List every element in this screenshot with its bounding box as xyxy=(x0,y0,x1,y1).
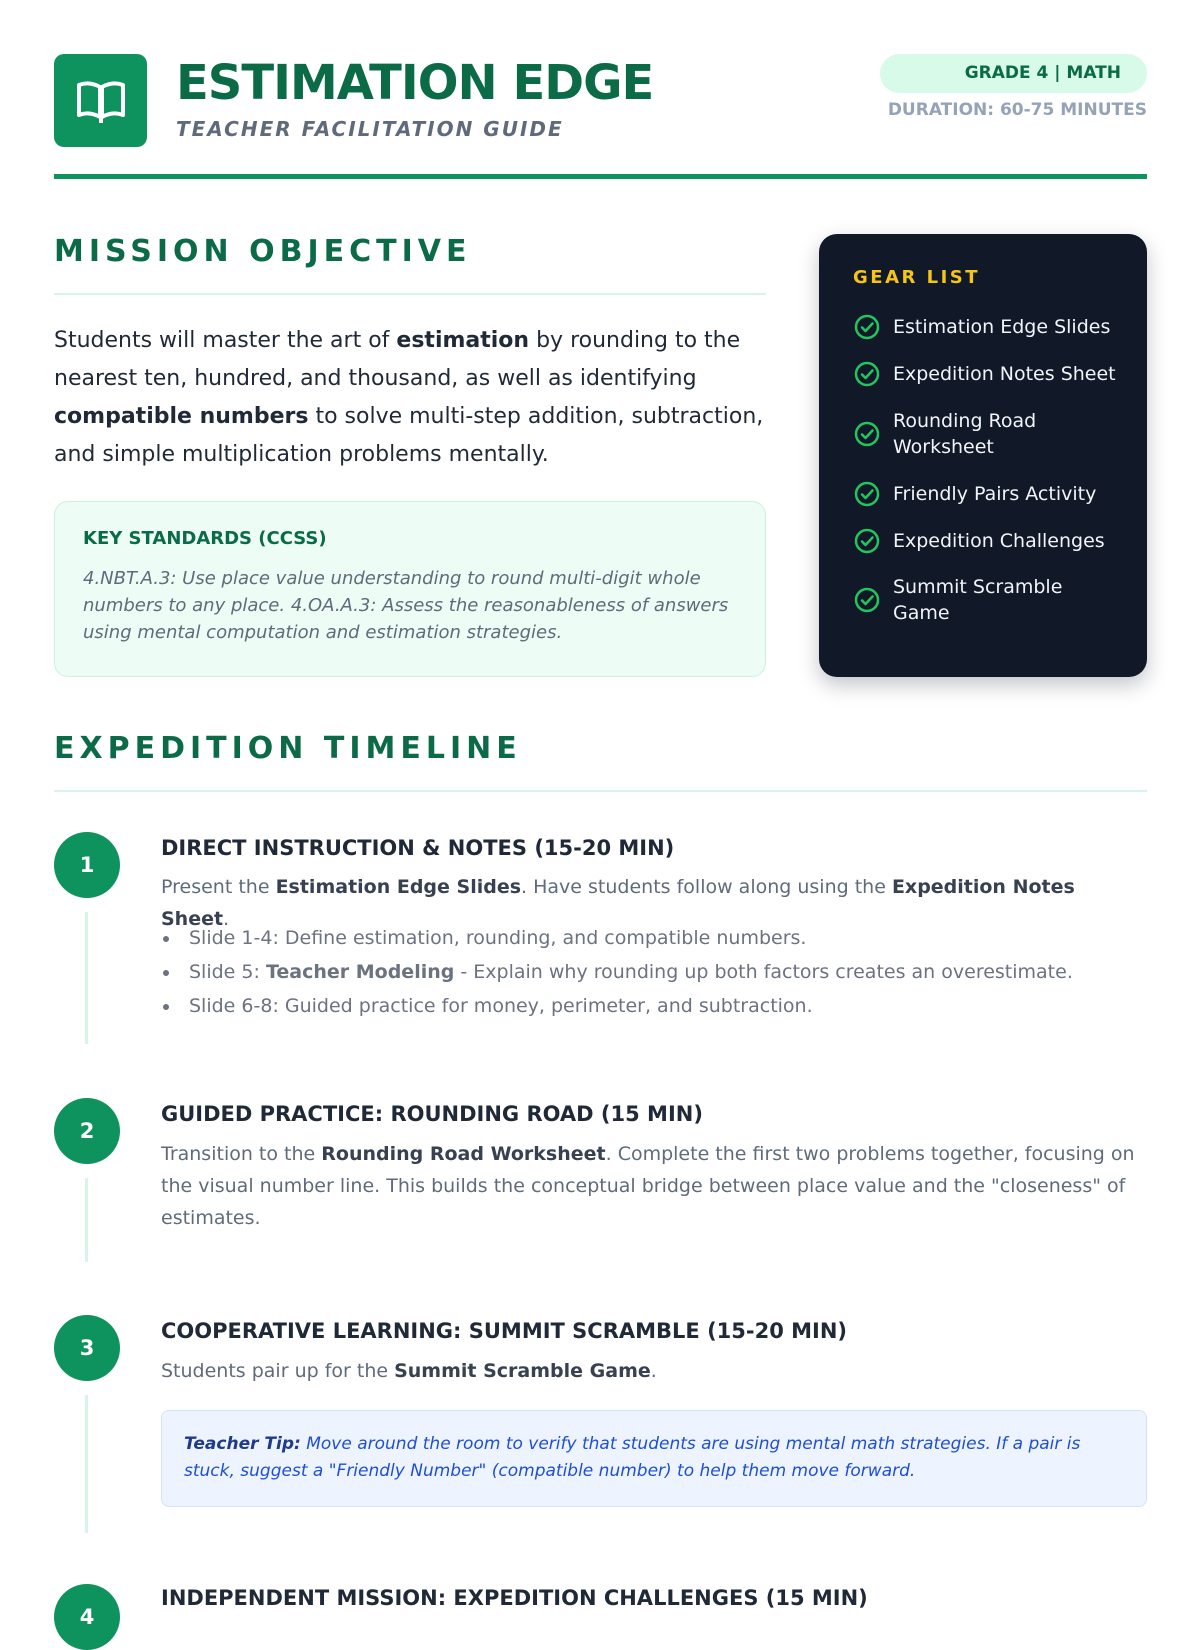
list-item xyxy=(161,921,1147,955)
gear-list-card xyxy=(819,234,1147,677)
check-circle-icon xyxy=(853,527,881,555)
step-title: INDEPENDENT MISSION: EXPEDITION CHALLENGES (15 MIN) xyxy=(161,1586,868,1610)
mission-objective-divider xyxy=(54,293,766,295)
duration-label: DURATION: 60-75 MINUTES xyxy=(887,100,1147,120)
list-item xyxy=(161,989,1147,1023)
key-standards-title: KEY STANDARDS (CCSS) xyxy=(83,528,327,549)
key-standards-box xyxy=(54,501,766,677)
gear-list-item-label: Rounding Road Worksheet xyxy=(893,410,1037,458)
gear-list-item xyxy=(853,313,1123,341)
page-header xyxy=(54,54,1147,180)
step-description xyxy=(161,1355,1147,1387)
page-title: ESTIMATION EDGE xyxy=(176,55,654,111)
objective-text-part: by rounding to the nearest ten, hundred, and thousand, as well as identifying xyxy=(54,328,741,391)
gear-list-title: GEAR LIST xyxy=(853,267,981,288)
step-text-part: Transition to the xyxy=(161,1143,322,1165)
check-circle-icon xyxy=(853,313,881,341)
expedition-timeline-divider xyxy=(54,790,1147,792)
teacher-tip-label: Teacher Tip: xyxy=(184,1434,301,1454)
objective-text-part: Students will master the art of xyxy=(54,328,397,353)
mission-objective-heading: MISSION OBJECTIVE xyxy=(54,234,472,269)
check-circle-icon xyxy=(853,360,881,388)
step-title: GUIDED PRACTICE: ROUNDING ROAD (15 MIN) xyxy=(161,1102,703,1126)
step-description xyxy=(161,1138,1147,1234)
step-bold-term: Rounding Road Worksheet xyxy=(321,1143,606,1165)
check-circle-icon xyxy=(853,420,881,448)
step-number-badge: 3 xyxy=(54,1315,120,1381)
step-text-part: . Complete the first two problems together, focusing on the visual number line. This builds the conceptual bridge between place value and the "closeness" of estimates. xyxy=(161,1143,1135,1229)
step-text-part: Present the xyxy=(161,876,276,898)
step-text-part: . xyxy=(223,908,230,930)
header-divider xyxy=(54,174,1147,179)
step-text-part: . xyxy=(650,1360,657,1382)
objective-text-part: to solve multi-step addition, subtraction, and simple multiplication problems mentally. xyxy=(54,404,764,467)
step-text-part: . Have students follow along using the xyxy=(521,876,892,898)
logo xyxy=(54,54,147,147)
grade-badge: GRADE 4 | MATH xyxy=(880,54,1147,93)
objective-bold-term: compatible numbers xyxy=(54,404,309,429)
step-bold-term: Summit Scramble Game xyxy=(394,1360,651,1382)
gear-list-item xyxy=(853,527,1123,555)
step-bold-term: Expedition Notes Sheet xyxy=(161,876,1075,930)
step-bold-term: Estimation Edge Slides xyxy=(275,876,522,898)
check-circle-icon xyxy=(853,586,881,614)
step-title: COOPERATIVE LEARNING: SUMMIT SCRAMBLE (15-20 MIN) xyxy=(161,1319,848,1343)
gear-list-item-label: Summit Scramble Game xyxy=(893,576,1063,624)
check-circle-icon xyxy=(853,480,881,508)
timeline-connector xyxy=(85,912,88,1044)
bullet-text: Slide 1-4: Define estimation, rounding, and compatible numbers. xyxy=(189,927,807,949)
expedition-timeline-heading: EXPEDITION TIMELINE xyxy=(54,731,522,766)
bullet-text: Slide 5: xyxy=(189,961,266,983)
step-number-badge: 4 xyxy=(54,1584,120,1650)
bullet-text: - Explain why rounding up both factors creates an overestimate. xyxy=(454,961,1073,983)
open-book-icon xyxy=(75,77,127,125)
gear-list-item-label: Estimation Edge Slides xyxy=(893,316,1111,338)
list-item xyxy=(161,955,1147,989)
gear-list-item-label: Friendly Pairs Activity xyxy=(893,483,1097,505)
gear-list-item xyxy=(853,574,1073,626)
objective-bold-term: estimation xyxy=(396,328,530,353)
step-title: DIRECT INSTRUCTION & NOTES (15-20 MIN) xyxy=(161,836,675,860)
teacher-tip-box xyxy=(161,1410,1147,1507)
step-text-part: Students pair up for the xyxy=(161,1360,395,1382)
gear-list-item xyxy=(853,360,1123,388)
step-bullet-list xyxy=(161,921,1147,1023)
step-number-badge: 1 xyxy=(54,832,120,898)
gear-list-item xyxy=(853,480,1123,508)
key-standards-text: 4.NBT.A.3: Use place value understanding to round multi-digit whole numbers to any place. 4.OA.A.3: Assess the reasonableness of answers using mental computation and estimation strategies. xyxy=(83,568,729,643)
step-number-badge: 2 xyxy=(54,1098,120,1164)
timeline-connector xyxy=(85,1178,88,1262)
bullet-bold-term: Teacher Modeling xyxy=(265,961,455,983)
gear-list-item xyxy=(853,408,1073,460)
mission-objective-text xyxy=(54,322,766,474)
bullet-text: Slide 6-8: Guided practice for money, perimeter, and subtraction. xyxy=(189,995,813,1017)
page-subtitle: TEACHER FACILITATION GUIDE xyxy=(176,117,564,141)
teacher-tip-text: Move around the room to verify that students are using mental math strategies. If a pair is stuck, suggest a "Friendly Number" (compatible number) to help them move forward. xyxy=(184,1434,1081,1481)
gear-list-item-label: Expedition Challenges xyxy=(893,530,1105,552)
timeline-connector xyxy=(85,1395,88,1533)
gear-list-item-label: Expedition Notes Sheet xyxy=(893,363,1116,385)
